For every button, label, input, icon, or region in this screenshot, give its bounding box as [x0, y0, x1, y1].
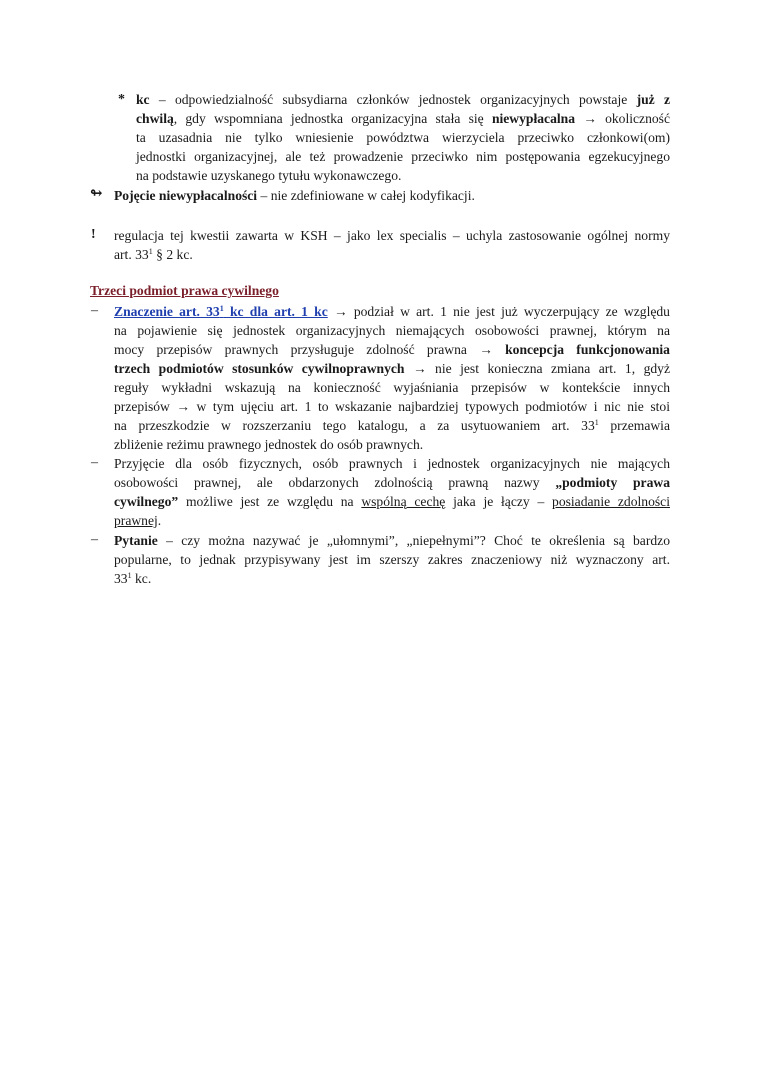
paragraph-line: na podstawie uzyskanego tytułu wykonawczego.: [136, 168, 402, 183]
paragraph-line: [136, 109, 670, 128]
text-span: → podział w art. 1 nie jest już wyczerpujący ze względu: [327, 304, 670, 319]
bold-term: niewypłacalna: [491, 111, 576, 126]
bold-term: Pojęcie niewypłacalności: [114, 188, 258, 203]
paragraph-line: [114, 531, 670, 550]
bold-term: trzech podmiotów stosunków cywilnoprawnych: [114, 361, 405, 376]
text-span: 33: [114, 571, 128, 586]
paragraph-line: zbliżenie reżimu prawnego jednostek do osób prawnych.: [114, 437, 424, 452]
text-span: na przeszkodzie w rozszerzaniu tego katalogu, a za usytuowaniem art. 33: [114, 418, 595, 433]
text-span: kc dla art. 1 kc: [223, 304, 328, 319]
text-span: możliwe jest ze względu na: [178, 494, 362, 509]
paragraph-line: [114, 340, 670, 359]
text-span: art. 33: [114, 247, 149, 262]
paragraph-line: regulacja tej kwestii zawarta w KSH – jako lex specialis – uchyla zastosowanie ogólnej normy: [114, 228, 670, 243]
paragraph-line: Przyjęcie dla osób fizycznych, osób prawnych i jednostek organizacyjnych nie mających: [114, 456, 670, 471]
dash-bullet-icon: –: [91, 455, 98, 470]
paragraph-line: popularne, to jednak przypisywany jest im szerszy zakres znaczeniowy niż wyznaczony art.: [114, 552, 670, 567]
text-span: .: [157, 513, 162, 528]
text-span: → nie jest konieczna zmiana art. 1, gdyż: [404, 361, 671, 376]
dash-bullet-icon: –: [91, 532, 98, 547]
text-span: , gdy wspomniana jednostka organizacyjna stała się: [173, 111, 492, 126]
underlined-term: wspólną cechę: [361, 494, 446, 509]
paragraph-line: [114, 359, 670, 378]
paragraph-line: [114, 473, 670, 492]
superscript: 1: [219, 304, 224, 313]
curved-arrow-bullet-icon: ↬: [90, 186, 103, 202]
bold-term: chwilą: [136, 111, 174, 126]
bold-term: „podmioty prawa: [555, 475, 671, 490]
underlined-term: prawnej: [114, 513, 158, 528]
text-span: mocy przepisów prawnych przysługuje zdolność prawna →: [114, 342, 506, 357]
text-span: osobowości prawnej, ale obdarzonych zdolnością prawną nazwy: [114, 475, 556, 490]
paragraph-line: [114, 186, 475, 205]
paragraph-line: przepisów → w tym ujęciu art. 1 to wskazanie najbardziej typowych podmiotów i nic nie stoi: [114, 399, 670, 414]
paragraph-line: reguły wykładni wskazują na konieczność wyjaśniania przepisów w kontekście innych: [114, 380, 670, 395]
paragraph-line: [114, 245, 193, 264]
paragraph-line: [114, 416, 670, 435]
text-span: Znaczenie art. 33: [114, 304, 220, 319]
text-span: kc.: [131, 571, 152, 586]
superscript: 1: [148, 247, 153, 256]
paragraph-line: [114, 511, 161, 530]
text-span: § 2 kc.: [152, 247, 193, 262]
paragraph-line: [136, 90, 670, 109]
superscript: 1: [127, 571, 132, 580]
bold-term: koncepcja funkcjonowania: [505, 342, 670, 357]
paragraph-line: [114, 302, 670, 321]
superscript: 1: [594, 418, 599, 427]
article-link[interactable]: [114, 304, 328, 319]
paragraph-line: [114, 492, 670, 511]
text-span: – nie zdefiniowane w całej kodyfikacji.: [257, 188, 475, 203]
bold-term: kc: [136, 92, 150, 107]
exclamation-bullet-icon: !: [91, 227, 96, 242]
paragraph-line: na pojawienie się jednostek organizacyjnych niemających osobowości prawnej, którym na: [114, 323, 670, 338]
text-span: jaka je łączy –: [445, 494, 553, 509]
bold-term: Pytanie: [114, 533, 158, 548]
underlined-term: posiadanie zdolności: [552, 494, 670, 509]
paragraph-line: [114, 569, 151, 588]
text-span: – czy można nazywać je „ułomnymi”, „niepełnymi”? Choć te określenia są bardzo: [157, 533, 670, 548]
bold-term: już z: [636, 92, 670, 107]
bold-term: cywilnego”: [114, 494, 179, 509]
paragraph-line: jednostki organizacyjnej, ale też prowadzenie przeciwko nim postępowania egzekucyjnego: [136, 149, 670, 164]
text-span: – odpowiedzialność subsydiarna członków jednostek organizacyjnych powstaje: [149, 92, 637, 107]
text-span: przemawia: [598, 418, 670, 433]
asterisk-bullet-icon: *: [118, 92, 125, 107]
text-span: → okoliczność: [575, 111, 670, 126]
dash-bullet-icon: –: [91, 303, 98, 318]
paragraph-line: ta uzasadnia nie tylko wniesienie powództwa wierzyciela przeciwko członkowi(om): [136, 130, 670, 145]
section-heading: Trzeci podmiot prawa cywilnego: [90, 283, 279, 298]
